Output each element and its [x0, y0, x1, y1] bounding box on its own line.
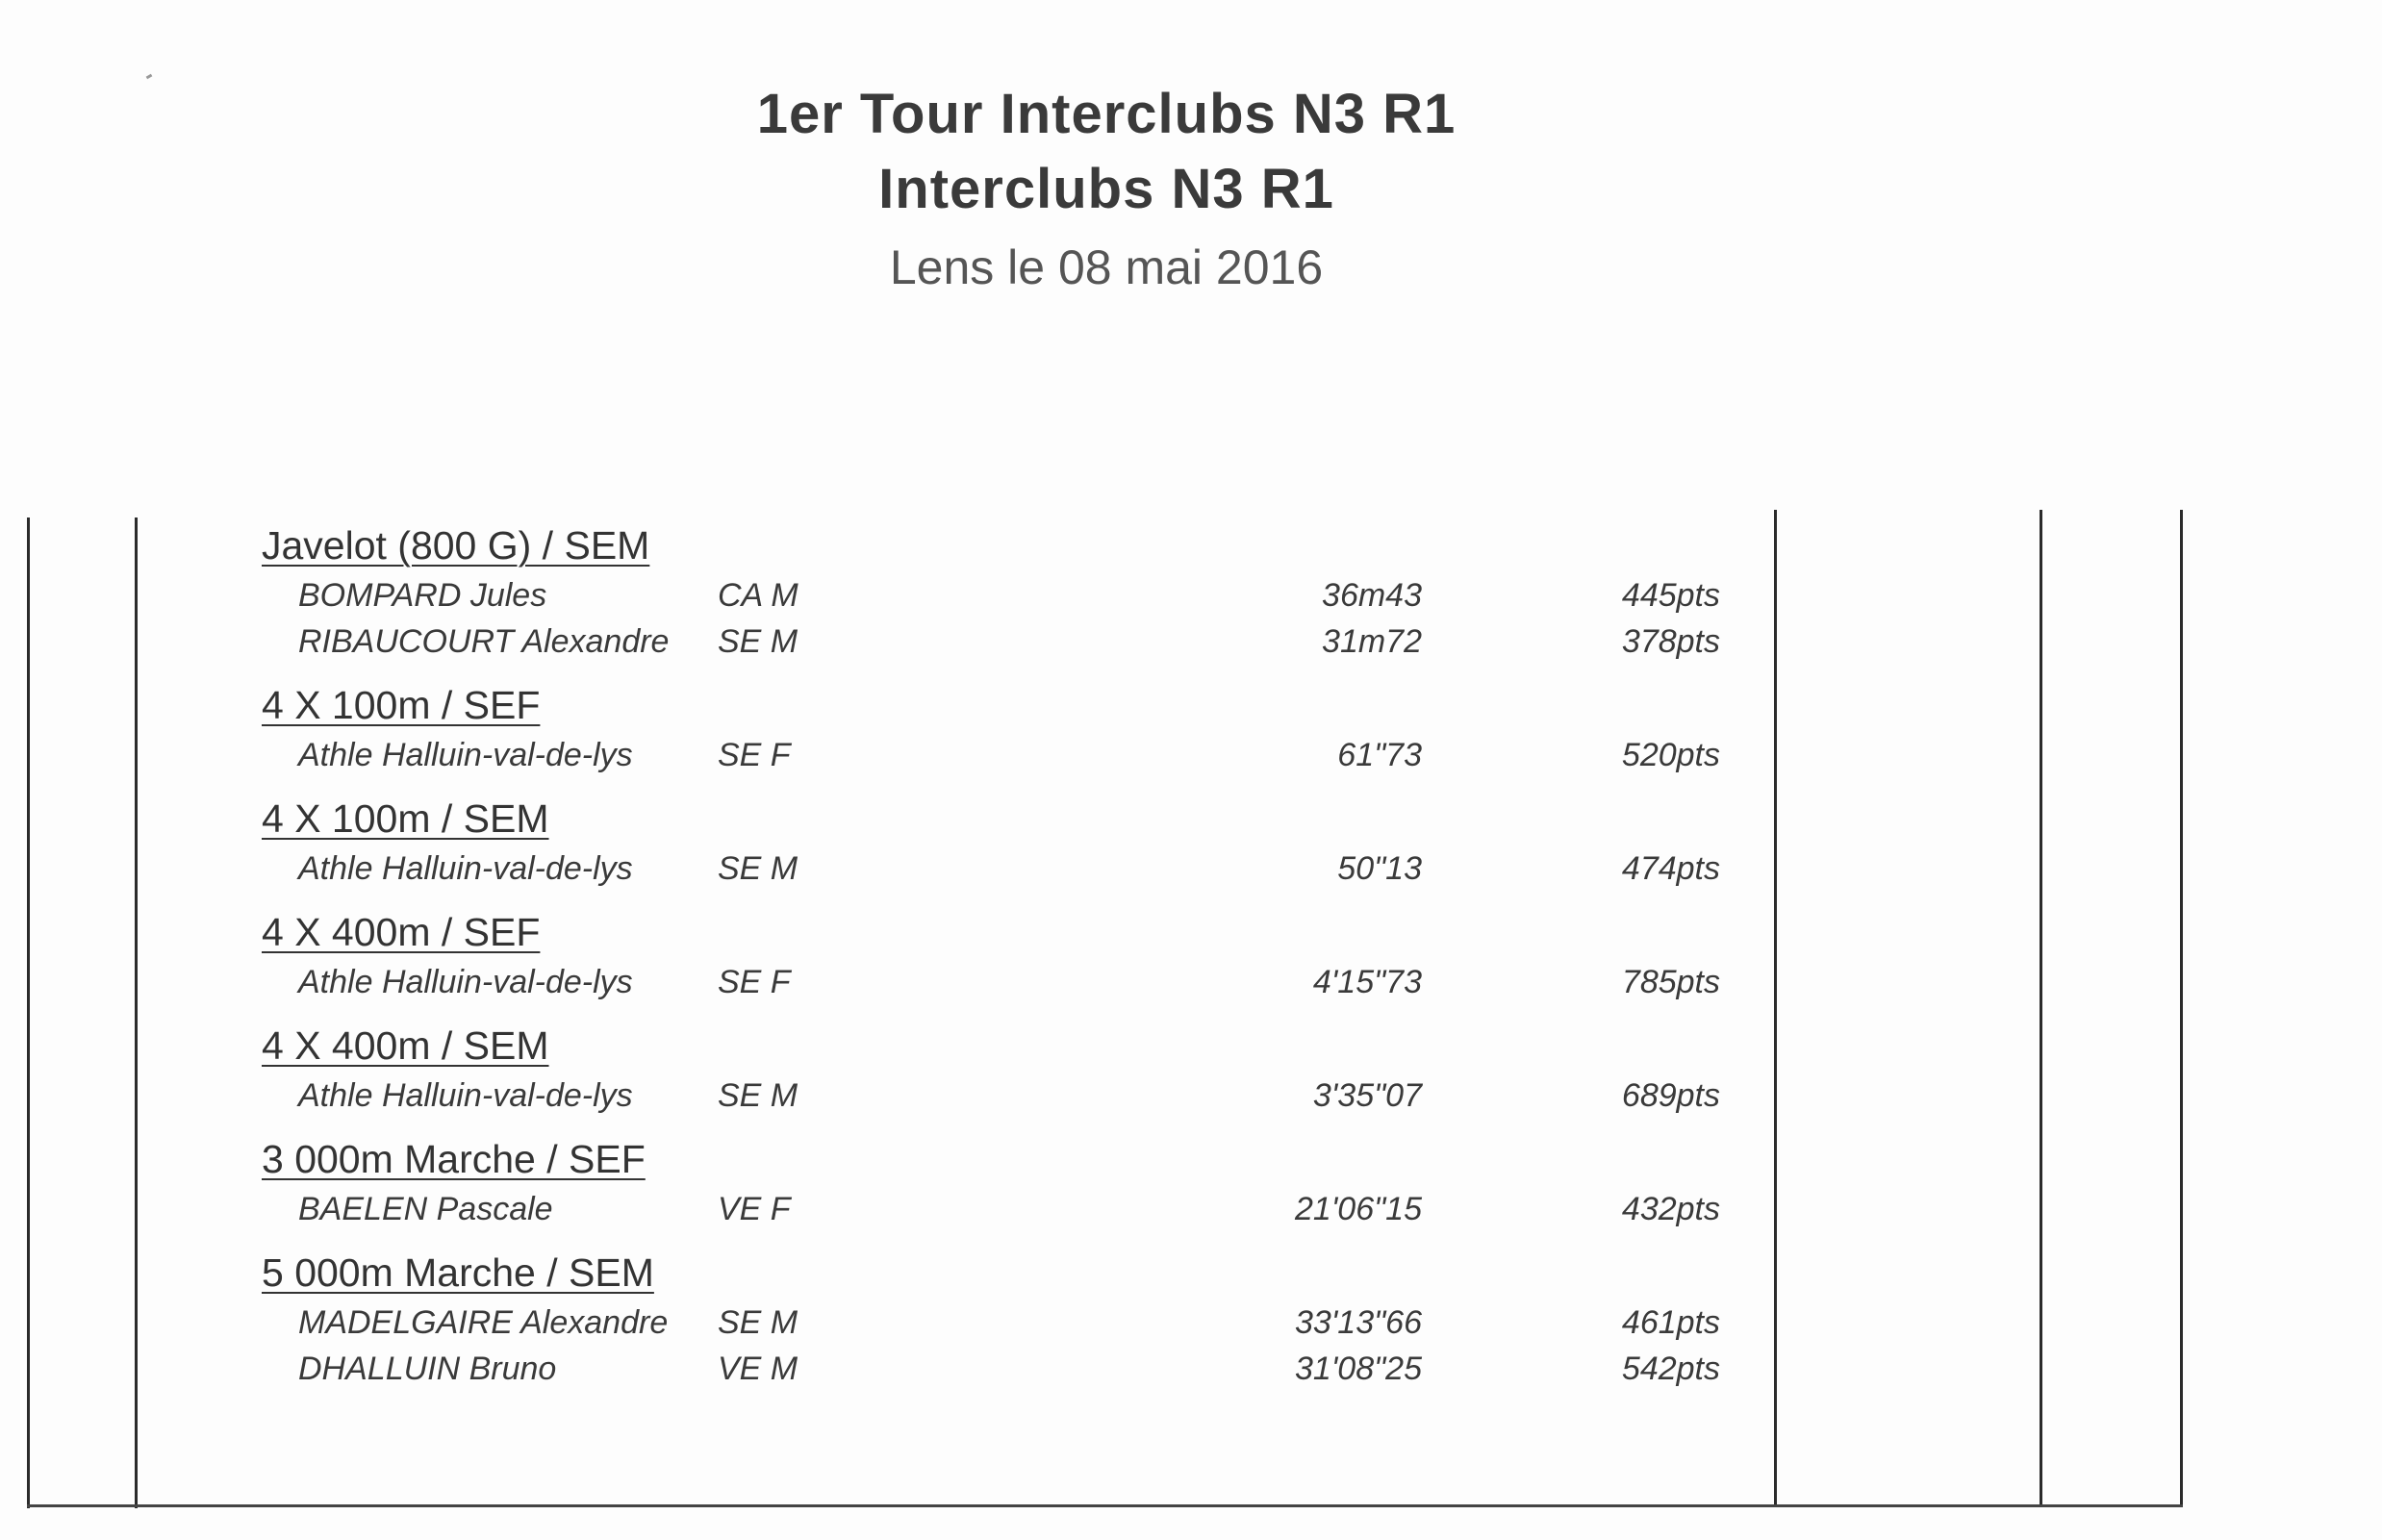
- result-row: [262, 1345, 1762, 1391]
- table-border-left-inner: [135, 518, 138, 1508]
- points: 378pts: [1621, 623, 1720, 660]
- performance: 31m72: [1322, 623, 1422, 660]
- table-divider-1: [1774, 510, 1777, 1506]
- performance: 61"73: [1337, 737, 1422, 773]
- team-name: Athle Halluin-val-de-lys: [298, 850, 633, 887]
- document-date-location: Lens le 08 mai 2016: [889, 240, 1324, 294]
- athlete-name: DHALLUIN Bruno: [298, 1351, 557, 1387]
- points: 542pts: [1621, 1351, 1720, 1387]
- event-title: 4 X 400m / SEM: [262, 1023, 549, 1068]
- team-name: Athle Halluin-val-de-lys: [298, 1077, 633, 1114]
- event-title: 4 X 100m / SEF: [262, 683, 541, 727]
- event-title: 5 000m Marche / SEM: [262, 1250, 654, 1295]
- athlete-category: VE F: [718, 1191, 791, 1227]
- result-row: [262, 618, 1762, 664]
- event-section: [262, 906, 1762, 1004]
- result-row: [262, 1299, 1762, 1345]
- athlete-category: VE M: [718, 1351, 798, 1387]
- athlete-category: CA M: [718, 577, 798, 614]
- event-section: [262, 1020, 1762, 1118]
- points: 474pts: [1621, 850, 1720, 887]
- points: 520pts: [1621, 737, 1720, 773]
- result-row: [262, 958, 1762, 1004]
- points: 461pts: [1621, 1304, 1720, 1341]
- table-border-right: [2180, 510, 2183, 1506]
- athlete-name: BOMPARD Jules: [298, 577, 547, 614]
- event-section: [262, 679, 1762, 777]
- event-title: 4 X 100m / SEM: [262, 796, 549, 841]
- event-section: [262, 1247, 1762, 1391]
- event-title: Javelot (800 G) / SEM: [262, 523, 650, 568]
- performance: 4'15"73: [1312, 964, 1422, 1000]
- result-row: [262, 845, 1762, 891]
- athlete-category: SE M: [718, 623, 798, 660]
- performance: 50"13: [1337, 850, 1422, 887]
- table-border-bottom: [27, 1504, 2183, 1507]
- points: 445pts: [1621, 577, 1720, 614]
- document-title: 1er Tour Interclubs N3 R1: [756, 83, 1457, 145]
- result-row: [262, 1185, 1762, 1231]
- event-section: [262, 519, 1762, 664]
- athlete-name: BAELEN Pascale: [298, 1191, 553, 1227]
- team-name: Athle Halluin-val-de-lys: [298, 964, 633, 1000]
- athlete-name: RIBAUCOURT Alexandre: [298, 623, 670, 660]
- athlete-category: SE M: [718, 1304, 798, 1341]
- team-category: SE F: [718, 964, 791, 1000]
- performance: 3'35"07: [1312, 1077, 1422, 1114]
- points: 785pts: [1621, 964, 1720, 1000]
- event-section: [262, 793, 1762, 891]
- performance: 33'13"66: [1294, 1304, 1422, 1341]
- document-header: [0, 77, 2213, 306]
- athlete-name: MADELGAIRE Alexandre: [298, 1304, 669, 1341]
- document-subtitle: Interclubs N3 R1: [878, 158, 1334, 220]
- table-border-left-outer: [27, 518, 30, 1508]
- table-divider-2: [2040, 510, 2042, 1506]
- points: 689pts: [1621, 1077, 1720, 1114]
- team-name: Athle Halluin-val-de-lys: [298, 737, 633, 773]
- performance: 21'06"15: [1294, 1191, 1422, 1227]
- result-row: [262, 571, 1762, 618]
- result-row: [262, 731, 1762, 777]
- event-title: 3 000m Marche / SEF: [262, 1137, 646, 1181]
- team-category: SE M: [718, 1077, 798, 1114]
- points: 432pts: [1621, 1191, 1720, 1227]
- events-list: [262, 519, 1762, 1406]
- team-category: SE M: [718, 850, 798, 887]
- team-category: SE F: [718, 737, 791, 773]
- performance: 31'08"25: [1294, 1351, 1422, 1387]
- event-title: 4 X 400m / SEF: [262, 910, 541, 954]
- result-row: [262, 1072, 1762, 1118]
- event-section: [262, 1133, 1762, 1231]
- performance: 36m43: [1322, 577, 1422, 614]
